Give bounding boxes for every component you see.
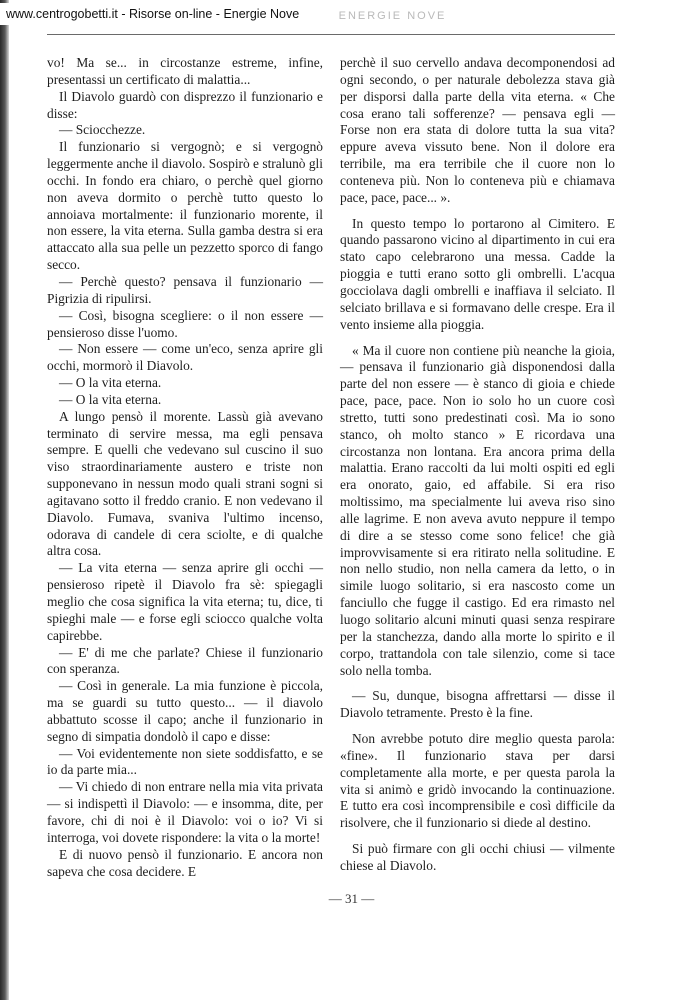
page-number xyxy=(0,891,693,907)
paragraph: — O la vita eterna. xyxy=(59,375,162,391)
paragraph: E di nuovo pensò il funzionario. E ancora non sapeva che cosa decidere. E xyxy=(47,846,323,879)
paragraph: — La vita eterna — senza aprire gli occhi — pensieroso ripetè il Diavolo fra sè: spiegagli meglio che cosa significa la vita eterna; tu, dice, ti spieghi male — e forse egli sciocco qualche volta capirebbe. xyxy=(47,560,323,643)
running-head-text: ENERGIE NOVE xyxy=(338,10,447,22)
paragraph: vo! Ma se... in circostanze estreme, infine, presentassi un certificato di malattia... xyxy=(47,55,323,87)
paragraph: Il Diavolo guardò con disprezzo il funzionario e disse: xyxy=(47,88,323,121)
paragraph: « Ma il cuore non contiene più neanche la gioia, — pensava il funzionario già disponendosi dalla parte del non essere — è stanco di gioia e chiede pace, pace, pace. Non io solo ho un cuore così stretto, tutti sono predestinati così. Ma io sono stanco, oh molto stanco » E ricordava una circostanza non lontana. Era ancora prima della malattia. Erano raccolti da lui molti ospiti ed egli era onorato, gaio, ed affabile. Si era riso moltissimo, ma specialmente lui aveva riso sino alle lagrime. E non aveva avuto neppure il tempo di dire a se stesso come sono felice! che già improvvisamente si era ritirato nella solitudine. E non nello studio, non nella camera da letto, o in simile luogo solitario, si era nascosto come un fanciullo che fugge il castigo. Ed era rimasto nel luogo solitario alcuni minuti quasi senza respirare per la stanchezza, dando alla morte lo spirito e il corpo, trattandola con tale silenzio, come si tace solo nella tomba. xyxy=(340,342,615,678)
paragraph: — Voi evidentemente non siete soddisfatto, e se io da parte mia... xyxy=(47,745,323,778)
text-column-left xyxy=(47,55,323,880)
paragraph: Non avrebbe potuto dire meglio questa parola: «fine». Il funzionario stava per darsi completamente alla morte, e per questa parola la vita si animò e gridò invocando la continuazione. E tutto era così incomprensibile e così difficile da risolvere, che il funzionario si diede al destino. xyxy=(340,731,615,831)
paragraph: — Così, bisogna scegliere: o il non essere — pensieroso disse l'uomo. xyxy=(47,307,323,340)
paragraph: In questo tempo lo portarono al Cimitero. E quando passarono vicino al dipartimento in cui era stato capo celebrarono una messa. Cadde la pioggia e tutti erano sotto gli ombrelli. L'acqua gocciolava dagli ombrelli e inaffiava il selciato. Il selciato brillava e si formavano delle crespe. Era il vento insieme alla pioggia. xyxy=(340,215,615,332)
paragraph: — Su, dunque, bisogna affrettarsi — disse il Diavolo tetramente. Presto è la fine. xyxy=(340,688,615,721)
paragraph: — Vi chiedo di non entrare nella mia vita privata — si indispettì il Diavolo: — e insomma, dite, per favore, chi di noi è il Diavolo: voi o io? Vi si interroga, voi dovete rispondere: la vita o la morte! xyxy=(47,779,323,845)
paragraph: — Sciocchezze. xyxy=(59,122,146,138)
paragraph: Si può firmare con gli occhi chiusi — vilmente chiese al Diavolo. xyxy=(340,841,615,873)
header-rule xyxy=(47,34,615,35)
paragraph: A lungo pensò il morente. Lassù già avevano terminato di servire messa, ma egli pensava sempre. E quelli che vedevano sul cuscino il suo viso straordinariamente austero e triste non supponevano in nessun modo quali strani sogni si agitavano sotto il freddo cranio. E non vedevano il Diavolo. Fumava, svaniva l'ultimo incenso, odorava di candele di cera sciolte, e di qualche altra cosa. xyxy=(47,408,323,559)
scan-edge xyxy=(0,0,9,1000)
paragraph: — Perchè questo? pensava il funzionario — Pigrizia di ripulirsi. xyxy=(47,273,323,306)
page-number-text: — 31 — xyxy=(328,891,375,906)
paragraph: — O la vita eterna. xyxy=(59,391,162,407)
paragraph: — Non essere — come un'eco, senza aprire gli occhi, mormorò il Diavolo. xyxy=(47,341,323,374)
source-banner: www.centrogobetti.it - Risorse on-line - Energie Nove xyxy=(0,3,305,25)
paragraph: — E' di me che parlate? Chiese il funzionario con speranza. xyxy=(47,644,323,677)
paragraph: perchè il suo cervello andava decomponendosi ad ogni secondo, o per naturale debolezza stava già per disporsi dalla parte della vita eterna. « Che cosa erano tali sofferenze? — pensava egli — Forse non era stata di dolore tutta la sua vita? eppure aveva vissuto bene. Non il dolore era terribile, ma era terribile che il cuore non lo conteneva più. Non lo conteneva più e chiamava pace, pace, pace... ». xyxy=(340,55,615,205)
paragraph: — Così in generale. La mia funzione è piccola, ma se guardi su tutto questo... — il diavolo abbattuto scosse il capo; anche il funzionario in segno di simpatia dondolò il capo e disse: xyxy=(47,678,323,744)
paragraph: Il funzionario si vergognò; e si vergognò leggermente anche il diavolo. Sospirò e stralunò gli occhi. In fondo era chiaro, o perchè quel giorno non aveva dormito o perchè tutto questo lo annoiava mortalmente: il funzionario morente, il non essere, la vita eterna. Sulla gamba destra si era attaccato alla sua pelle un pezzetto sporco di fango secco. xyxy=(47,139,323,273)
text-column-right xyxy=(340,55,615,875)
